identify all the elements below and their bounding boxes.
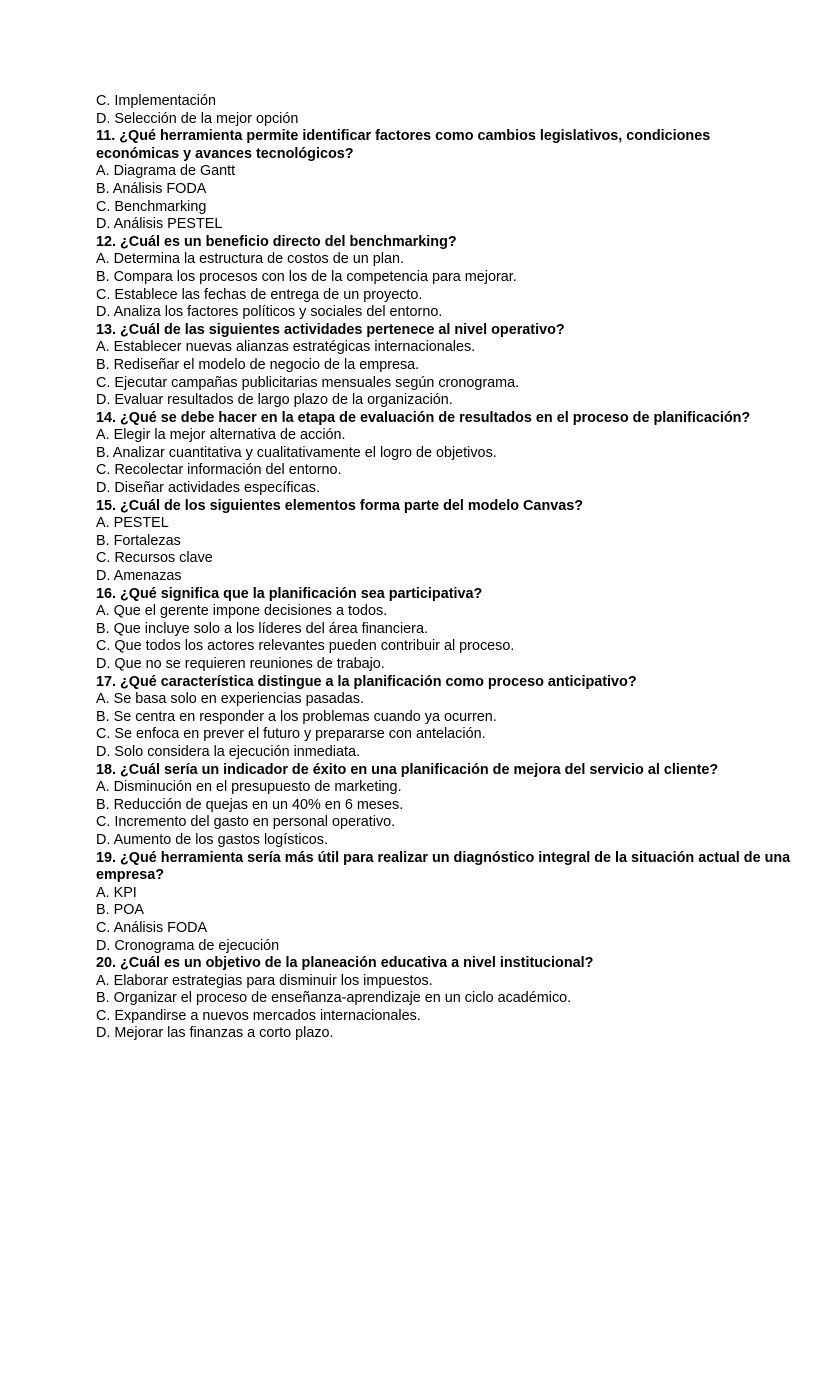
option-line: A. Determina la estructura de costos de un plan. — [96, 251, 404, 268]
question-block — [96, 410, 796, 498]
option-line: A. Elegir la mejor alternativa de acción. — [96, 427, 346, 444]
option-line: C. Implementación — [96, 93, 216, 109]
option-line: B. Análisis FODA — [96, 180, 207, 197]
question-heading — [96, 234, 796, 252]
option-line: B. Organizar el proceso de enseñanza-aprendizaje en un ciclo académico. — [96, 990, 572, 1007]
question-heading — [96, 410, 796, 428]
option-line: A. Disminución en el presupuesto de marketing. — [96, 779, 402, 796]
option-line: A. Se basa solo en experiencias pasadas. — [96, 691, 364, 708]
question-block — [96, 498, 796, 586]
question-block — [96, 850, 796, 956]
option-line: C. Expandirse a nuevos mercados internacionales. — [96, 1007, 421, 1024]
option-line: B. Analizar cuantitativa y cualitativamente el logro de objetivos. — [96, 444, 497, 461]
question-heading — [96, 762, 796, 780]
question-heading — [96, 955, 796, 973]
option-line: B. Se centra en responder a los problemas cuando ya ocurren. — [96, 708, 497, 725]
option-line: C. Que todos los actores relevantes pueden contribuir al proceso. — [96, 638, 515, 655]
option-line: D. Cronograma de ejecución — [96, 937, 280, 954]
option-line: B. Que incluye solo a los líderes del área financiera. — [96, 620, 428, 637]
option-line: B. POA — [96, 902, 144, 919]
question-number: 16. — [96, 585, 117, 602]
question-block — [96, 586, 796, 674]
question-text: ¿Cuál de las siguientes actividades pertenece al nivel operativo? — [120, 321, 565, 338]
question-text: ¿Cuál es un beneficio directo del benchmarking? — [120, 233, 457, 250]
question-text: ¿Qué herramienta sería más útil para realizar un diagnóstico integral de la situación actual de una empresa? — [96, 849, 791, 884]
question-heading — [96, 850, 796, 885]
option-line: C. Ejecutar campañas publicitarias mensuales según cronograma. — [96, 374, 520, 391]
question-number: 17. — [96, 673, 117, 690]
question-block — [96, 762, 796, 850]
option-line: A. PESTEL — [96, 515, 169, 532]
question-text: ¿Qué se debe hacer en la etapa de evaluación de resultados en el proceso de planificación? — [120, 409, 751, 426]
question-block — [96, 322, 796, 410]
option-line: D. Diseñar actividades específicas. — [96, 480, 320, 497]
option-line: B. Rediseñar el modelo de negocio de la empresa. — [96, 356, 420, 373]
option-line: D. Solo considera la ejecución inmediata. — [96, 743, 360, 760]
option-line: C. Recolectar información del entorno. — [96, 462, 342, 479]
question-heading — [96, 128, 796, 163]
option-line: A. KPI — [96, 884, 137, 901]
option-line: C. Análisis FODA — [96, 919, 208, 936]
question-heading — [96, 586, 796, 604]
question-number: 11. — [96, 128, 116, 145]
question-text: ¿Cuál sería un indicador de éxito en una planificación de mejora del servicio al cliente? — [120, 761, 719, 778]
option-line: D. Mejorar las finanzas a corto plazo. — [96, 1025, 334, 1042]
option-line: D. Que no se requieren reuniones de trabajo. — [96, 656, 385, 672]
question-block — [96, 234, 796, 322]
question-text: ¿Cuál de los siguientes elementos forma parte del modelo Canvas? — [120, 497, 584, 514]
option-line: C. Benchmarking — [96, 198, 207, 215]
question-block — [96, 128, 796, 234]
option-line: B. Reducción de quejas en un 40% en 6 meses. — [96, 796, 404, 813]
option-line: D. Selección de la mejor opción — [96, 110, 299, 127]
question-heading — [96, 674, 796, 692]
question-number: 14. — [96, 409, 117, 426]
question-number: 15. — [96, 497, 117, 514]
option-line: C. Recursos clave — [96, 550, 213, 567]
option-line: A. Diagrama de Gantt — [96, 163, 236, 180]
option-line: C. Incremento del gasto en personal operativo. — [96, 814, 396, 831]
option-line: D. Amenazas — [96, 568, 182, 585]
question-text: ¿Qué significa que la planificación sea participativa? — [120, 585, 483, 602]
question-block — [96, 955, 796, 1043]
option-line: C. Se enfoca en prever el futuro y prepararse con antelación. — [96, 726, 486, 743]
question-text: ¿Qué característica distingue a la planificación como proceso anticipativo? — [120, 673, 637, 690]
option-line: B. Fortalezas — [96, 532, 181, 549]
question-number: 18. — [96, 761, 117, 778]
option-line: A. Que el gerente impone decisiones a todos. — [96, 603, 388, 620]
question-block — [96, 674, 796, 762]
quiz-page — [96, 93, 796, 1043]
option-line: A. Establecer nuevas alianzas estratégicas internacionales. — [96, 339, 476, 356]
question-number: 12. — [96, 233, 117, 250]
option-line: D. Analiza los factores políticos y sociales del entorno. — [96, 304, 443, 321]
option-line: D. Análisis PESTEL — [96, 216, 223, 233]
question-heading — [96, 322, 796, 340]
option-line: C. Establece las fechas de entrega de un proyecto. — [96, 286, 423, 303]
question-number: 19. — [96, 849, 117, 866]
option-line: A. Elaborar estrategias para disminuir los impuestos. — [96, 972, 433, 989]
option-line: D. Aumento de los gastos logísticos. — [96, 831, 328, 848]
question-number: 13. — [96, 321, 117, 338]
option-line: D. Evaluar resultados de largo plazo de la organización. — [96, 392, 453, 409]
question-text: ¿Cuál es un objetivo de la planeación educativa a nivel institucional? — [120, 955, 594, 972]
question-text: ¿Qué herramienta permite identificar factores como cambios legislativos, condiciones económicas y avances tecnológicos? — [96, 128, 711, 162]
question-heading — [96, 498, 796, 516]
option-line: B. Compara los procesos con los de la competencia para mejorar. — [96, 268, 517, 285]
question-number: 20. — [96, 955, 117, 972]
